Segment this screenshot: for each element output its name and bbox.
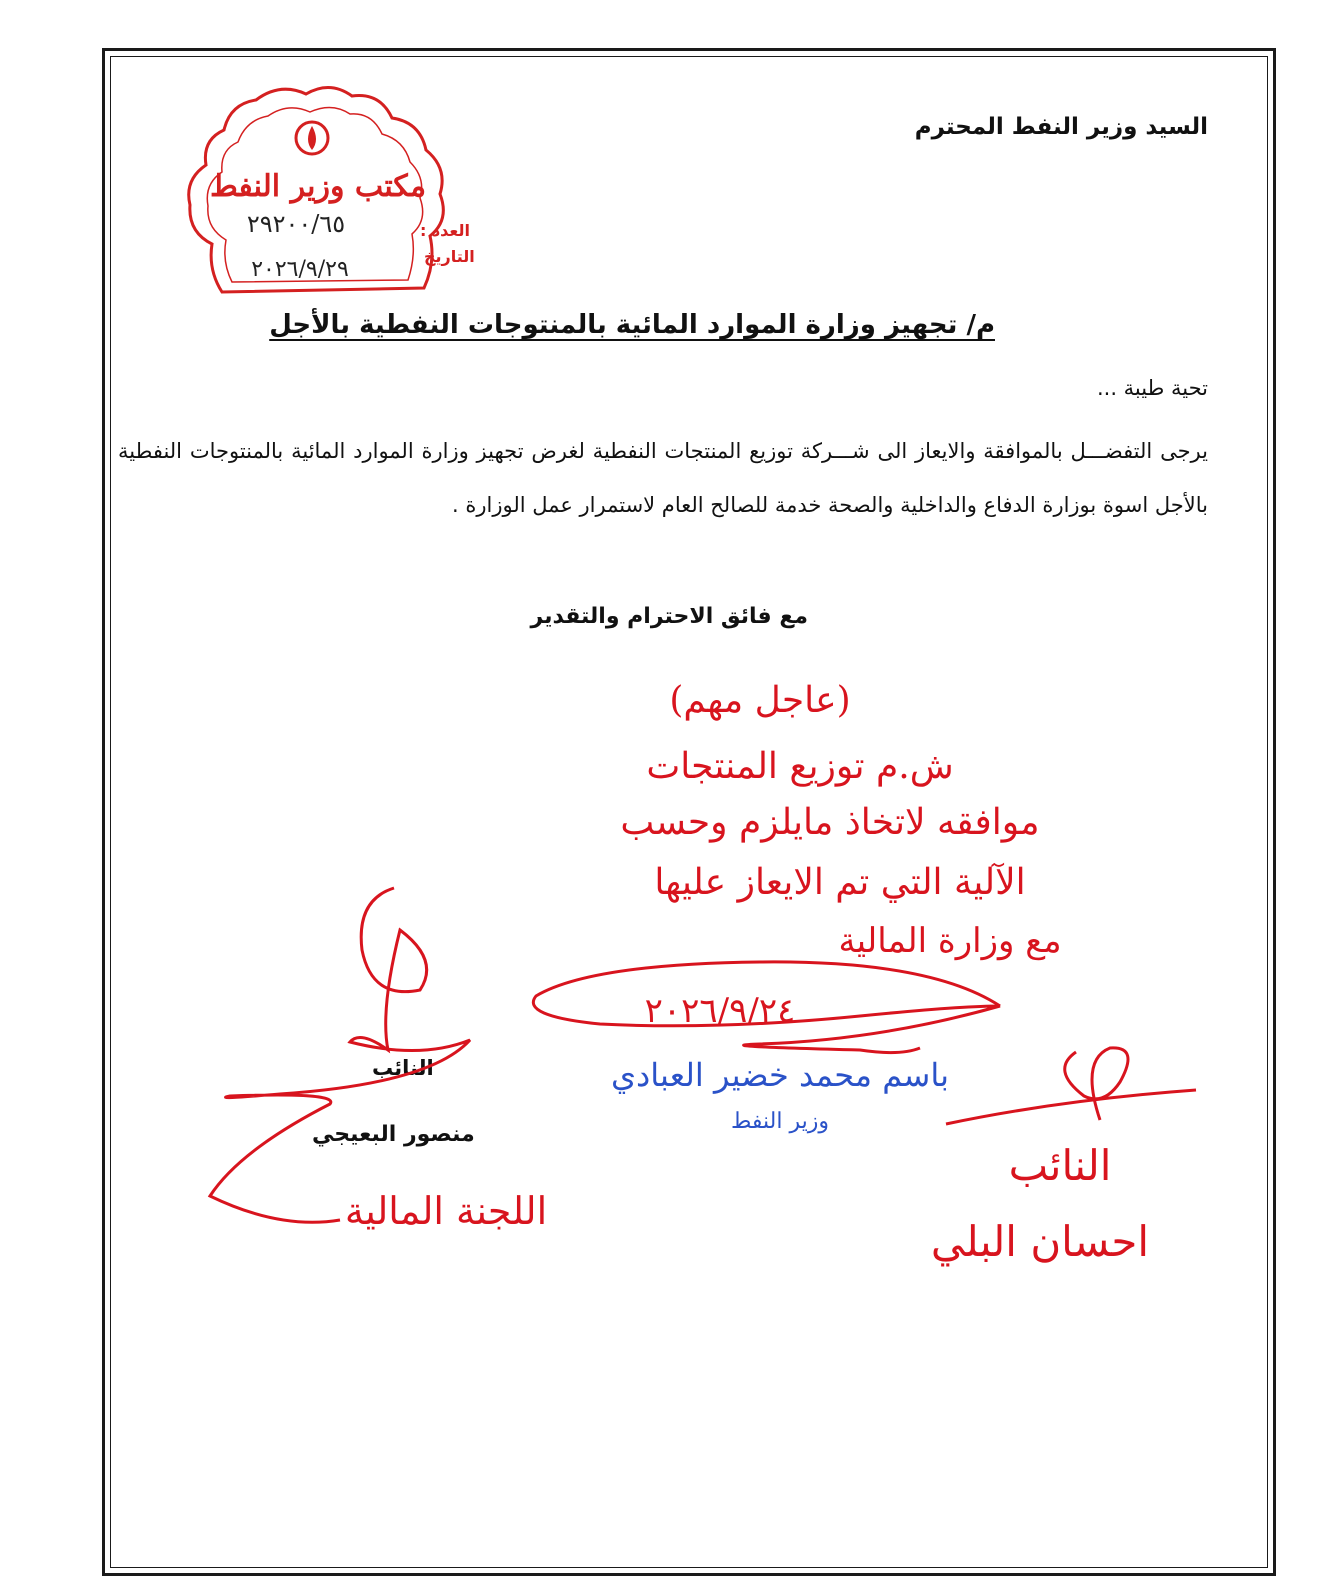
- handwritten-line: موافقه لاتخاذ مايلزم وحسب: [620, 802, 1040, 843]
- signature-scribble: [210, 888, 470, 1222]
- deputy-note: اللجنة المالية: [344, 1189, 548, 1233]
- office-stamp: [189, 87, 475, 292]
- stamp-number-label: العدد :: [420, 221, 470, 240]
- right-deputy-title: النائب: [1008, 1141, 1112, 1190]
- minister-signature: [533, 962, 1000, 1134]
- oil-drop-icon: [296, 122, 328, 154]
- addressee: السيد وزير النفط المحترم: [914, 114, 1208, 140]
- deputy-name: منصور البعيجي: [312, 1122, 475, 1147]
- stamp-number: ٢٩٢٠٠/٦٥: [246, 210, 346, 238]
- handwritten-line: الآلية التي تم الايعاز عليها: [654, 862, 1026, 903]
- closing: مع فائق الاحترام والتقدير: [530, 604, 808, 629]
- signature-scribble: [946, 1048, 1196, 1124]
- handwritten-line: مع وزارة المالية: [838, 921, 1062, 961]
- minister-title: وزير النفط: [731, 1109, 829, 1134]
- stamp-date: ٢٠٢٦/٩/٢٩: [251, 257, 349, 282]
- handwritten-line: ش.م توزيع المنتجات: [646, 746, 954, 787]
- deputy-title: النائب: [372, 1056, 434, 1080]
- signature-date: ٢٠٢٦/٩/٢٤: [644, 991, 796, 1031]
- right-deputy-name: احسان البلي: [930, 1217, 1150, 1266]
- handwritten-minute: [620, 680, 1061, 961]
- letter-body: يرجى التفضـــل بالموافقة والايعاز الى شـــركة توزيع المنتجات النفطية لغرض تجهيز وزارة الموارد المائية بالمنتوجات النفطية بالأجل اسوة بوزارة الدفاع والداخلية والصحة خدمة للصالح العام لاستمرار عمل الوزارة .: [118, 439, 1208, 517]
- greeting: تحية طيبة ...: [1096, 376, 1208, 400]
- minister-name: باسم محمد خضير العبادي: [611, 1056, 949, 1094]
- deputy-signature-right: [931, 1048, 1196, 1266]
- subject-line: م/ تجهيز وزارة الموارد المائية بالمنتوجات النفطية بالأجل: [269, 310, 995, 340]
- stamp-date-label: التاريخ: [424, 247, 475, 266]
- stamp-office-name: مكتب وزير النفط: [209, 169, 427, 204]
- handwritten-line: (عاجل مهم): [669, 680, 851, 721]
- deputy-signature-left: [210, 888, 547, 1233]
